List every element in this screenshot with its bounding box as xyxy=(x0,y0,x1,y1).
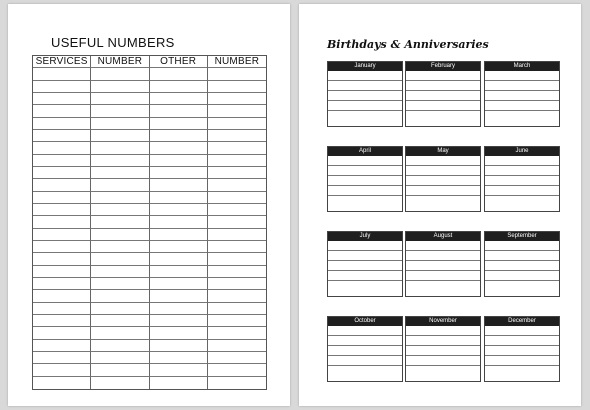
month-box-april xyxy=(327,146,403,212)
month-entry-line xyxy=(485,101,559,111)
month-entry-line xyxy=(406,156,480,166)
table-cell xyxy=(150,216,208,228)
table-cell xyxy=(150,303,208,315)
month-entry-line xyxy=(406,176,480,186)
month-entry-line xyxy=(406,346,480,356)
table-cell xyxy=(208,118,266,130)
birthdays-title: Birthdays & Anniversaries xyxy=(327,38,489,51)
table-cell xyxy=(150,167,208,179)
month-entry-line xyxy=(485,91,559,101)
month-entry-line xyxy=(406,196,480,206)
table-cell xyxy=(91,118,149,130)
table-cell xyxy=(208,352,266,364)
table-cell xyxy=(208,204,266,216)
table-cell xyxy=(91,266,149,278)
month-entry-line xyxy=(406,111,480,121)
table-cell xyxy=(208,290,266,302)
month-label: December xyxy=(485,317,559,326)
table-cell xyxy=(91,327,149,339)
table-cell xyxy=(150,377,208,389)
month-entry-line xyxy=(485,346,559,356)
table-cell xyxy=(91,204,149,216)
month-entry-line xyxy=(406,101,480,111)
table-cell xyxy=(33,303,91,315)
table-cell xyxy=(33,142,91,154)
table-cell xyxy=(150,315,208,327)
table-cell xyxy=(208,192,266,204)
table-cell xyxy=(208,266,266,278)
month-entry-line xyxy=(485,71,559,81)
month-entry-line xyxy=(485,336,559,346)
month-entry-line xyxy=(328,326,402,336)
table-cell xyxy=(33,340,91,352)
table-cell xyxy=(91,377,149,389)
month-box-december xyxy=(484,316,560,382)
month-label: February xyxy=(406,62,480,71)
table-cell xyxy=(91,216,149,228)
table-cell xyxy=(150,68,208,80)
month-box-july xyxy=(327,231,403,297)
month-entry-line xyxy=(485,186,559,196)
table-cell xyxy=(33,216,91,228)
month-entry-line xyxy=(406,186,480,196)
table-cell xyxy=(91,241,149,253)
month-entry-line xyxy=(485,176,559,186)
table-cell xyxy=(208,377,266,389)
table-cell xyxy=(33,167,91,179)
table-cell xyxy=(208,364,266,376)
month-entry-line xyxy=(328,91,402,101)
table-cell xyxy=(33,229,91,241)
table-cell xyxy=(91,352,149,364)
month-label: September xyxy=(485,232,559,241)
table-cell xyxy=(208,315,266,327)
month-entry-line xyxy=(328,261,402,271)
month-label: June xyxy=(485,147,559,156)
table-cell xyxy=(208,216,266,228)
month-entry-line xyxy=(485,156,559,166)
table-cell xyxy=(33,105,91,117)
table-cell xyxy=(150,93,208,105)
month-entry-line xyxy=(485,326,559,336)
month-box-november xyxy=(405,316,481,382)
table-cell xyxy=(33,364,91,376)
month-entry-line xyxy=(485,356,559,366)
table-cell xyxy=(150,327,208,339)
useful-numbers-title: USEFUL NUMBERS xyxy=(51,35,175,50)
table-cell xyxy=(91,68,149,80)
table-cell xyxy=(150,105,208,117)
table-cell xyxy=(208,179,266,191)
table-cell xyxy=(150,266,208,278)
table-cell xyxy=(91,130,149,142)
table-cell xyxy=(208,81,266,93)
month-entry-line xyxy=(485,251,559,261)
table-cell xyxy=(150,340,208,352)
month-entry-line xyxy=(328,156,402,166)
month-entry-line xyxy=(328,366,402,376)
month-entry-line xyxy=(328,196,402,206)
month-entry-line xyxy=(406,166,480,176)
month-entry-line xyxy=(406,261,480,271)
month-entry-line xyxy=(328,101,402,111)
table-cell xyxy=(91,278,149,290)
table-cell xyxy=(91,290,149,302)
table-cell xyxy=(150,179,208,191)
table-cell xyxy=(91,179,149,191)
table-cell xyxy=(208,68,266,80)
month-entry-line xyxy=(485,281,559,291)
table-cell xyxy=(91,93,149,105)
month-entry-line xyxy=(406,251,480,261)
useful-numbers-page xyxy=(8,4,290,406)
table-cell xyxy=(33,315,91,327)
month-label: May xyxy=(406,147,480,156)
table-cell xyxy=(91,155,149,167)
table-cell xyxy=(150,142,208,154)
table-cell xyxy=(91,340,149,352)
table-cell xyxy=(91,364,149,376)
table-cell xyxy=(91,315,149,327)
month-entry-line xyxy=(328,336,402,346)
table-cell xyxy=(33,68,91,80)
table-cell xyxy=(33,179,91,191)
table-cell xyxy=(33,266,91,278)
table-cell xyxy=(33,93,91,105)
table-cell xyxy=(150,192,208,204)
table-cell xyxy=(150,130,208,142)
table-cell xyxy=(33,118,91,130)
month-box-june xyxy=(484,146,560,212)
table-cell xyxy=(33,327,91,339)
month-entry-line xyxy=(406,271,480,281)
month-entry-line xyxy=(328,356,402,366)
table-cell xyxy=(150,290,208,302)
table-cell xyxy=(208,155,266,167)
table-cell xyxy=(150,278,208,290)
month-box-october xyxy=(327,316,403,382)
table-cell xyxy=(208,303,266,315)
month-label: October xyxy=(328,317,402,326)
table-cell xyxy=(208,93,266,105)
table-cell xyxy=(33,290,91,302)
table-cell xyxy=(33,352,91,364)
month-entry-line xyxy=(406,336,480,346)
table-cell xyxy=(91,81,149,93)
table-cell xyxy=(150,364,208,376)
month-entry-line xyxy=(328,281,402,291)
month-entry-line xyxy=(328,251,402,261)
table-cell xyxy=(150,352,208,364)
table-cell xyxy=(208,241,266,253)
month-label: July xyxy=(328,232,402,241)
table-cell xyxy=(208,229,266,241)
table-cell xyxy=(33,241,91,253)
table-cell xyxy=(91,192,149,204)
birthdays-page xyxy=(299,4,581,406)
table-cell xyxy=(208,105,266,117)
column-header: NUMBER xyxy=(91,56,149,68)
table-cell xyxy=(91,303,149,315)
month-entry-line xyxy=(406,326,480,336)
month-entry-line xyxy=(328,346,402,356)
table-cell xyxy=(150,155,208,167)
table-cell xyxy=(208,327,266,339)
month-label: August xyxy=(406,232,480,241)
month-entry-line xyxy=(485,366,559,376)
table-cell xyxy=(91,253,149,265)
table-cell xyxy=(208,278,266,290)
table-cell xyxy=(150,253,208,265)
table-cell xyxy=(150,81,208,93)
month-label: January xyxy=(328,62,402,71)
month-entry-line xyxy=(485,81,559,91)
month-label: November xyxy=(406,317,480,326)
month-box-january xyxy=(327,61,403,127)
column-header: OTHER xyxy=(150,56,208,68)
month-entry-line xyxy=(328,71,402,81)
month-entry-line xyxy=(328,166,402,176)
month-entry-line xyxy=(485,271,559,281)
table-cell xyxy=(208,142,266,154)
table-cell xyxy=(91,105,149,117)
month-entry-line xyxy=(406,91,480,101)
month-box-august xyxy=(405,231,481,297)
month-entry-line xyxy=(406,356,480,366)
table-cell xyxy=(208,340,266,352)
table-cell xyxy=(208,253,266,265)
month-box-may xyxy=(405,146,481,212)
month-entry-line xyxy=(485,196,559,206)
month-label: March xyxy=(485,62,559,71)
table-cell xyxy=(150,204,208,216)
month-label: April xyxy=(328,147,402,156)
month-box-september xyxy=(484,231,560,297)
table-cell xyxy=(91,142,149,154)
useful-numbers-table xyxy=(32,55,267,390)
month-entry-line xyxy=(328,176,402,186)
month-entry-line xyxy=(485,261,559,271)
column-header: SERVICES xyxy=(33,56,91,68)
month-entry-line xyxy=(328,81,402,91)
table-cell xyxy=(33,192,91,204)
table-cell xyxy=(33,204,91,216)
table-cell xyxy=(150,241,208,253)
month-entry-line xyxy=(328,241,402,251)
table-cell xyxy=(33,81,91,93)
month-entry-line xyxy=(406,71,480,81)
table-cell xyxy=(33,377,91,389)
month-entry-line xyxy=(485,166,559,176)
month-entry-line xyxy=(406,366,480,376)
table-cell xyxy=(33,278,91,290)
table-cell xyxy=(208,130,266,142)
table-cell xyxy=(33,130,91,142)
month-entry-line xyxy=(406,281,480,291)
table-cell xyxy=(91,229,149,241)
month-box-march xyxy=(484,61,560,127)
month-entry-line xyxy=(485,241,559,251)
month-entry-line xyxy=(328,271,402,281)
month-entry-line xyxy=(406,81,480,91)
table-cell xyxy=(91,167,149,179)
month-entry-line xyxy=(406,241,480,251)
table-cell xyxy=(208,167,266,179)
column-header: NUMBER xyxy=(208,56,266,68)
month-box-february xyxy=(405,61,481,127)
table-cell xyxy=(150,229,208,241)
table-cell xyxy=(33,253,91,265)
month-entry-line xyxy=(328,111,402,121)
month-entry-line xyxy=(485,111,559,121)
table-cell xyxy=(33,155,91,167)
month-entry-line xyxy=(328,186,402,196)
table-cell xyxy=(150,118,208,130)
